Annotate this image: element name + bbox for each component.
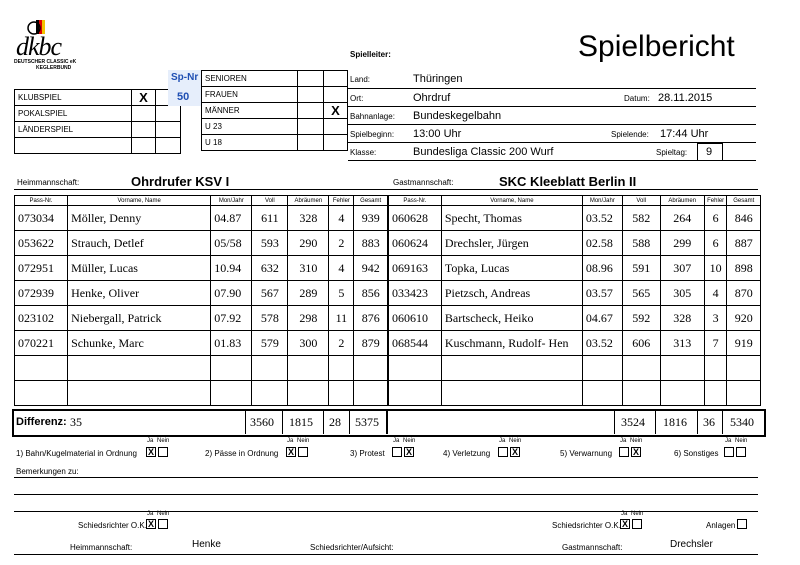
- check-3-ja-label: Ja: [393, 438, 400, 444]
- anlagen-checkbox[interactable]: [737, 519, 747, 529]
- spnr-value: 50: [177, 91, 190, 103]
- abr-cell[interactable]: [660, 381, 704, 406]
- check-2-ja[interactable]: X: [287, 447, 294, 457]
- date-cell[interactable]: 01.83: [211, 331, 252, 356]
- voll-cell[interactable]: 578: [252, 306, 288, 331]
- bahn-label: Bahnanlage:: [350, 112, 395, 121]
- fehler-cell[interactable]: 7: [704, 331, 727, 356]
- voll-cell[interactable]: 565: [622, 281, 660, 306]
- col-fehler: Fehler: [329, 196, 354, 206]
- date-cell[interactable]: 03.52: [582, 331, 622, 356]
- spnr-label: Sp-Nr: [171, 72, 199, 83]
- fehler-cell[interactable]: 4: [329, 256, 354, 281]
- voll-cell[interactable]: [622, 381, 660, 406]
- date-cell[interactable]: 03.52: [582, 206, 622, 231]
- table-row: [389, 356, 761, 381]
- sr-ok-left-ja[interactable]: X: [147, 519, 154, 529]
- table-row: [389, 231, 761, 256]
- col-abr: Abräumen: [288, 196, 329, 206]
- voll-cell[interactable]: [252, 381, 288, 406]
- check-2-ja-label: Ja: [287, 438, 294, 444]
- home-team-label: Heimmannschaft:: [17, 178, 80, 187]
- name-cell[interactable]: Bartscheck, Heiko: [441, 306, 582, 331]
- abr-cell[interactable]: 310: [288, 256, 329, 281]
- name-cell[interactable]: Niebergall, Patrick: [68, 306, 211, 331]
- col-abr: Abräumen: [660, 196, 704, 206]
- pass-cell[interactable]: 068544: [389, 331, 442, 356]
- check-1-ja-label: Ja: [147, 438, 154, 444]
- home-gesamt-total[interactable]: 5375: [355, 415, 379, 429]
- voll-cell[interactable]: 579: [252, 331, 288, 356]
- guest-team-name[interactable]: SKC Kleeblatt Berlin II: [499, 174, 637, 189]
- category-mark[interactable]: [324, 135, 348, 151]
- category-label: MÄNNER: [202, 103, 298, 119]
- gesamt-cell[interactable]: [727, 381, 761, 406]
- date-cell[interactable]: 03.57: [582, 281, 622, 306]
- col-name: Vorname, Name: [441, 196, 582, 206]
- date-cell[interactable]: 07.92: [211, 306, 252, 331]
- abr-cell[interactable]: 298: [288, 306, 329, 331]
- col-gesamt: Gesamt: [354, 196, 388, 206]
- fehler-cell[interactable]: [329, 356, 354, 381]
- table-row: [389, 281, 761, 306]
- date-cell[interactable]: [211, 381, 252, 406]
- game-type-label: LÄNDERSPIEL: [15, 122, 132, 138]
- klasse-value[interactable]: Bundesliga Classic 200 Wurf: [413, 146, 554, 158]
- gesamt-cell[interactable]: 883: [354, 231, 388, 256]
- table-row: [15, 231, 388, 256]
- abr-cell[interactable]: 290: [288, 231, 329, 256]
- col-date: Mon/Jahr: [582, 196, 622, 206]
- name-cell[interactable]: Drechsler, Jürgen: [441, 231, 582, 256]
- voll-cell[interactable]: [252, 356, 288, 381]
- gesamt-cell[interactable]: 898: [727, 256, 761, 281]
- home-team-name[interactable]: Ohrdrufer KSV I: [131, 174, 230, 189]
- voll-cell[interactable]: 582: [622, 206, 660, 231]
- pass-cell[interactable]: [389, 356, 442, 381]
- ort-value[interactable]: Ohrdruf: [413, 92, 451, 104]
- date-cell[interactable]: [582, 381, 622, 406]
- gesamt-cell[interactable]: 920: [727, 306, 761, 331]
- category-table: [201, 70, 348, 151]
- check-4-nein-label: Nein: [509, 438, 522, 444]
- game-type-mark[interactable]: [132, 106, 156, 122]
- beginn-label: Spielbeginn:: [350, 130, 395, 139]
- game-type-mark[interactable]: [132, 138, 156, 154]
- date-cell[interactable]: [211, 356, 252, 381]
- abr-cell[interactable]: 299: [660, 231, 704, 256]
- sr-ok-left-nein-label: Nein: [157, 511, 170, 517]
- name-cell[interactable]: [441, 381, 582, 406]
- check-2-label: 2) Pässe in Ordnung: [205, 449, 279, 458]
- name-cell[interactable]: [68, 356, 211, 381]
- date-cell[interactable]: 02.58: [582, 231, 622, 256]
- category-mark[interactable]: [324, 71, 348, 87]
- pass-cell[interactable]: 073034: [15, 206, 68, 231]
- table-row: [389, 381, 761, 406]
- voll-cell[interactable]: 606: [622, 331, 660, 356]
- pass-cell[interactable]: 069163: [389, 256, 442, 281]
- game-type-label: KLUBSPIEL: [15, 90, 132, 106]
- fehler-cell[interactable]: 10: [704, 256, 727, 281]
- check-3-label: 3) Protest: [350, 449, 385, 458]
- home-abr-total[interactable]: 1815: [289, 415, 313, 429]
- fehler-cell[interactable]: 5: [329, 281, 354, 306]
- datum-label: Datum:: [624, 94, 650, 103]
- name-cell[interactable]: [68, 381, 211, 406]
- abr-cell[interactable]: [660, 356, 704, 381]
- sr-ok-right-ja[interactable]: X: [621, 519, 628, 529]
- guest-fehler-total[interactable]: 36: [703, 415, 715, 429]
- gesamt-cell[interactable]: 919: [727, 331, 761, 356]
- check-1-label: 1) Bahn/Kugelmaterial in Ordnung: [16, 449, 137, 458]
- pass-cell[interactable]: 023102: [15, 306, 68, 331]
- abr-cell[interactable]: 289: [288, 281, 329, 306]
- abr-cell[interactable]: 305: [660, 281, 704, 306]
- gesamt-cell[interactable]: [727, 356, 761, 381]
- pass-cell[interactable]: 060628: [389, 206, 442, 231]
- check-4-label: 4) Verletzung: [443, 449, 491, 458]
- pass-cell[interactable]: [15, 356, 68, 381]
- gesamt-cell[interactable]: 856: [354, 281, 388, 306]
- check-2-nein[interactable]: [298, 447, 308, 457]
- check-5-nein[interactable]: X: [632, 447, 639, 457]
- home-score-table: [14, 195, 388, 406]
- dkbc-logo: [14, 18, 92, 71]
- check-5-ja[interactable]: [619, 447, 629, 457]
- pass-cell[interactable]: 072939: [15, 281, 68, 306]
- sr-ok-left-nein[interactable]: [158, 519, 168, 529]
- game-type-label: [15, 138, 132, 154]
- fehler-cell[interactable]: 2: [329, 331, 354, 356]
- footer-sr-label: Schiedsrichter/Aufsicht:: [310, 543, 394, 552]
- name-cell[interactable]: Pietzsch, Andreas: [441, 281, 582, 306]
- home-voll-total[interactable]: 3560: [250, 415, 274, 429]
- game-type-mark[interactable]: [132, 122, 156, 138]
- voll-cell[interactable]: 591: [622, 256, 660, 281]
- fehler-cell[interactable]: 6: [704, 206, 727, 231]
- abr-cell[interactable]: 313: [660, 331, 704, 356]
- sr-ok-left-label: Schiedsrichter O.K.: [78, 521, 147, 530]
- table-row: [15, 206, 388, 231]
- col-fehler: Fehler: [704, 196, 727, 206]
- voll-cell[interactable]: 567: [252, 281, 288, 306]
- footer-guest-sign[interactable]: Drechsler: [670, 539, 713, 550]
- name-cell[interactable]: Topka, Lucas: [441, 256, 582, 281]
- col-gesamt: Gesamt: [727, 196, 761, 206]
- category-mark[interactable]: X: [324, 103, 348, 119]
- name-cell[interactable]: Henke, Oliver: [68, 281, 211, 306]
- name-cell[interactable]: Specht, Thomas: [441, 206, 582, 231]
- name-cell[interactable]: Kuschmann, Rudolf- Hen: [441, 331, 582, 356]
- table-row: [389, 256, 761, 281]
- totals-row: [12, 409, 766, 437]
- check-5-label: 5) Verwarnung: [560, 449, 613, 458]
- check-4-nein[interactable]: X: [511, 447, 518, 457]
- category-label: FRAUEN: [202, 87, 298, 103]
- ende-value[interactable]: 17:44 Uhr: [660, 128, 709, 140]
- abr-cell[interactable]: 328: [288, 206, 329, 231]
- fehler-cell[interactable]: 11: [329, 306, 354, 331]
- date-cell[interactable]: 07.90: [211, 281, 252, 306]
- abr-cell[interactable]: 300: [288, 331, 329, 356]
- check-3-nein-label: Nein: [403, 438, 416, 444]
- gesamt-cell[interactable]: 887: [727, 231, 761, 256]
- voll-cell[interactable]: 632: [252, 256, 288, 281]
- col-pass: Pass-Nr.: [15, 196, 68, 206]
- game-type-mark[interactable]: X: [132, 90, 156, 106]
- klasse-label: Klasse:: [350, 148, 377, 157]
- pass-cell[interactable]: 070221: [15, 331, 68, 356]
- game-type-table: [14, 89, 181, 154]
- name-cell[interactable]: Müller, Lucas: [68, 256, 211, 281]
- check-4-ja[interactable]: [498, 447, 508, 457]
- spieltag-value[interactable]: 9: [706, 146, 713, 158]
- land-label: Land:: [350, 75, 371, 84]
- category-mark[interactable]: [324, 119, 348, 135]
- ende-label: Spielende:: [611, 130, 649, 139]
- sr-ok-right-nein-label: Nein: [631, 511, 644, 517]
- sr-ok-right-nein[interactable]: [632, 519, 642, 529]
- category-label: U 23: [202, 119, 298, 135]
- check-5-ja-label: Ja: [620, 438, 627, 444]
- abr-cell[interactable]: [288, 381, 329, 406]
- fehler-cell[interactable]: 4: [704, 281, 727, 306]
- check-6-nein-label: Nein: [735, 438, 748, 444]
- check-3-nein[interactable]: X: [405, 447, 412, 457]
- fehler-cell[interactable]: [329, 381, 354, 406]
- check-1-nein[interactable]: [158, 447, 168, 457]
- table-row: [389, 306, 761, 331]
- table-row: [15, 281, 388, 306]
- guest-voll-total[interactable]: 3524: [621, 415, 645, 429]
- col-name: Vorname, Name: [68, 196, 211, 206]
- date-cell[interactable]: 10.94: [211, 256, 252, 281]
- beginn-value[interactable]: 13:00 Uhr: [413, 128, 462, 140]
- pass-cell[interactable]: 072951: [15, 256, 68, 281]
- sr-ok-right-ja-label: Ja: [621, 511, 628, 517]
- land-value[interactable]: Thüringen: [413, 73, 463, 85]
- gesamt-cell[interactable]: 879: [354, 331, 388, 356]
- fehler-cell[interactable]: 3: [704, 306, 727, 331]
- voll-cell[interactable]: 593: [252, 231, 288, 256]
- abr-cell[interactable]: 264: [660, 206, 704, 231]
- voll-cell[interactable]: 611: [252, 206, 288, 231]
- date-cell[interactable]: 05/58: [211, 231, 252, 256]
- logo-line2: KEGLERBUND: [36, 65, 72, 71]
- table-row: [15, 256, 388, 281]
- guest-rows: [389, 206, 761, 406]
- guest-gesamt-total[interactable]: 5340: [730, 415, 754, 429]
- footer-guest-label: Gastmannschaft:: [562, 543, 623, 552]
- logo-line1: DEUTSCHER CLASSIC eK: [14, 59, 77, 65]
- pass-cell[interactable]: 033423: [389, 281, 442, 306]
- datum-value[interactable]: 28.11.2015: [658, 92, 713, 104]
- date-cell[interactable]: 04.87: [211, 206, 252, 231]
- fehler-cell[interactable]: [704, 356, 727, 381]
- ort-label: Ort:: [350, 94, 364, 103]
- name-cell[interactable]: Strauch, Detlef: [68, 231, 211, 256]
- home-rows: [15, 206, 388, 406]
- guest-team-label: Gastmannschaft:: [393, 178, 454, 187]
- footer-home-sign[interactable]: Henke: [192, 539, 221, 550]
- table-row: [15, 331, 388, 356]
- fehler-cell[interactable]: 4: [329, 206, 354, 231]
- spieltag-label: Spieltag:: [656, 148, 688, 157]
- logo-letters: dkbc: [16, 32, 62, 61]
- table-row: [15, 306, 388, 331]
- check-4-ja-label: Ja: [499, 438, 506, 444]
- category-label: U 18: [202, 135, 298, 151]
- voll-cell[interactable]: [622, 356, 660, 381]
- bemerkungen-label: Bemerkungen zu:: [16, 467, 79, 476]
- pass-cell[interactable]: [15, 381, 68, 406]
- table-row: [15, 381, 388, 406]
- gesamt-cell[interactable]: 939: [354, 206, 388, 231]
- pass-cell[interactable]: [389, 381, 442, 406]
- guest-abr-total[interactable]: 1816: [663, 415, 687, 429]
- game-type-label: POKALSPIEL: [15, 106, 132, 122]
- name-cell[interactable]: Schunke, Marc: [68, 331, 211, 356]
- voll-cell[interactable]: 592: [622, 306, 660, 331]
- abr-cell[interactable]: 307: [660, 256, 704, 281]
- name-cell[interactable]: Möller, Denny: [68, 206, 211, 231]
- date-cell[interactable]: 04.67: [582, 306, 622, 331]
- gesamt-cell[interactable]: 846: [727, 206, 761, 231]
- home-fehler-total[interactable]: 28: [329, 415, 341, 429]
- footer-home-label: Heimmannschaft:: [70, 543, 133, 552]
- gesamt-cell[interactable]: 942: [354, 256, 388, 281]
- diff-value[interactable]: 35: [70, 415, 82, 429]
- anlagen-label: Anlagen: [706, 521, 736, 530]
- category-label: SENIOREN: [202, 71, 298, 87]
- check-6-ja-label: Ja: [725, 438, 732, 444]
- table-row: [15, 356, 388, 381]
- gesamt-cell[interactable]: [354, 356, 388, 381]
- col-voll: Voll: [252, 196, 288, 206]
- check-6-label: 6) Sonstiges: [674, 449, 719, 458]
- category-mark[interactable]: [324, 87, 348, 103]
- guest-score-table: [388, 195, 761, 406]
- col-voll: Voll: [622, 196, 660, 206]
- sr-ok-right-label: Schiedsrichter O.K.: [552, 521, 621, 530]
- table-row: [389, 206, 761, 231]
- voll-cell[interactable]: 588: [622, 231, 660, 256]
- check-1-nein-label: Nein: [157, 438, 170, 444]
- name-cell[interactable]: [441, 356, 582, 381]
- check-6-ja[interactable]: [724, 447, 734, 457]
- gesamt-cell[interactable]: 876: [354, 306, 388, 331]
- check-1-ja[interactable]: X: [147, 447, 154, 457]
- gesamt-cell[interactable]: [354, 381, 388, 406]
- gesamt-cell[interactable]: 870: [727, 281, 761, 306]
- abr-cell[interactable]: [288, 356, 329, 381]
- diff-label: Differenz:: [16, 416, 67, 428]
- date-cell[interactable]: [582, 356, 622, 381]
- abr-cell[interactable]: 328: [660, 306, 704, 331]
- fehler-cell[interactable]: 6: [704, 231, 727, 256]
- fehler-cell[interactable]: [704, 381, 727, 406]
- sr-ok-left-ja-label: Ja: [147, 511, 154, 517]
- pass-cell[interactable]: 053622: [15, 231, 68, 256]
- pass-cell[interactable]: 060610: [389, 306, 442, 331]
- bahn-value[interactable]: Bundeskegelbahn: [413, 110, 502, 122]
- fehler-cell[interactable]: 2: [329, 231, 354, 256]
- check-6-nein[interactable]: [736, 447, 746, 457]
- check-3-ja[interactable]: [392, 447, 402, 457]
- pass-cell[interactable]: 060624: [389, 231, 442, 256]
- table-row: [389, 331, 761, 356]
- check-5-nein-label: Nein: [630, 438, 643, 444]
- spielleiter-label: Spielleiter:: [350, 50, 391, 59]
- page-title: Spielbericht: [578, 30, 735, 63]
- col-date: Mon/Jahr: [211, 196, 252, 206]
- date-cell[interactable]: 08.96: [582, 256, 622, 281]
- col-pass: Pass-Nr.: [389, 196, 442, 206]
- check-2-nein-label: Nein: [297, 438, 310, 444]
